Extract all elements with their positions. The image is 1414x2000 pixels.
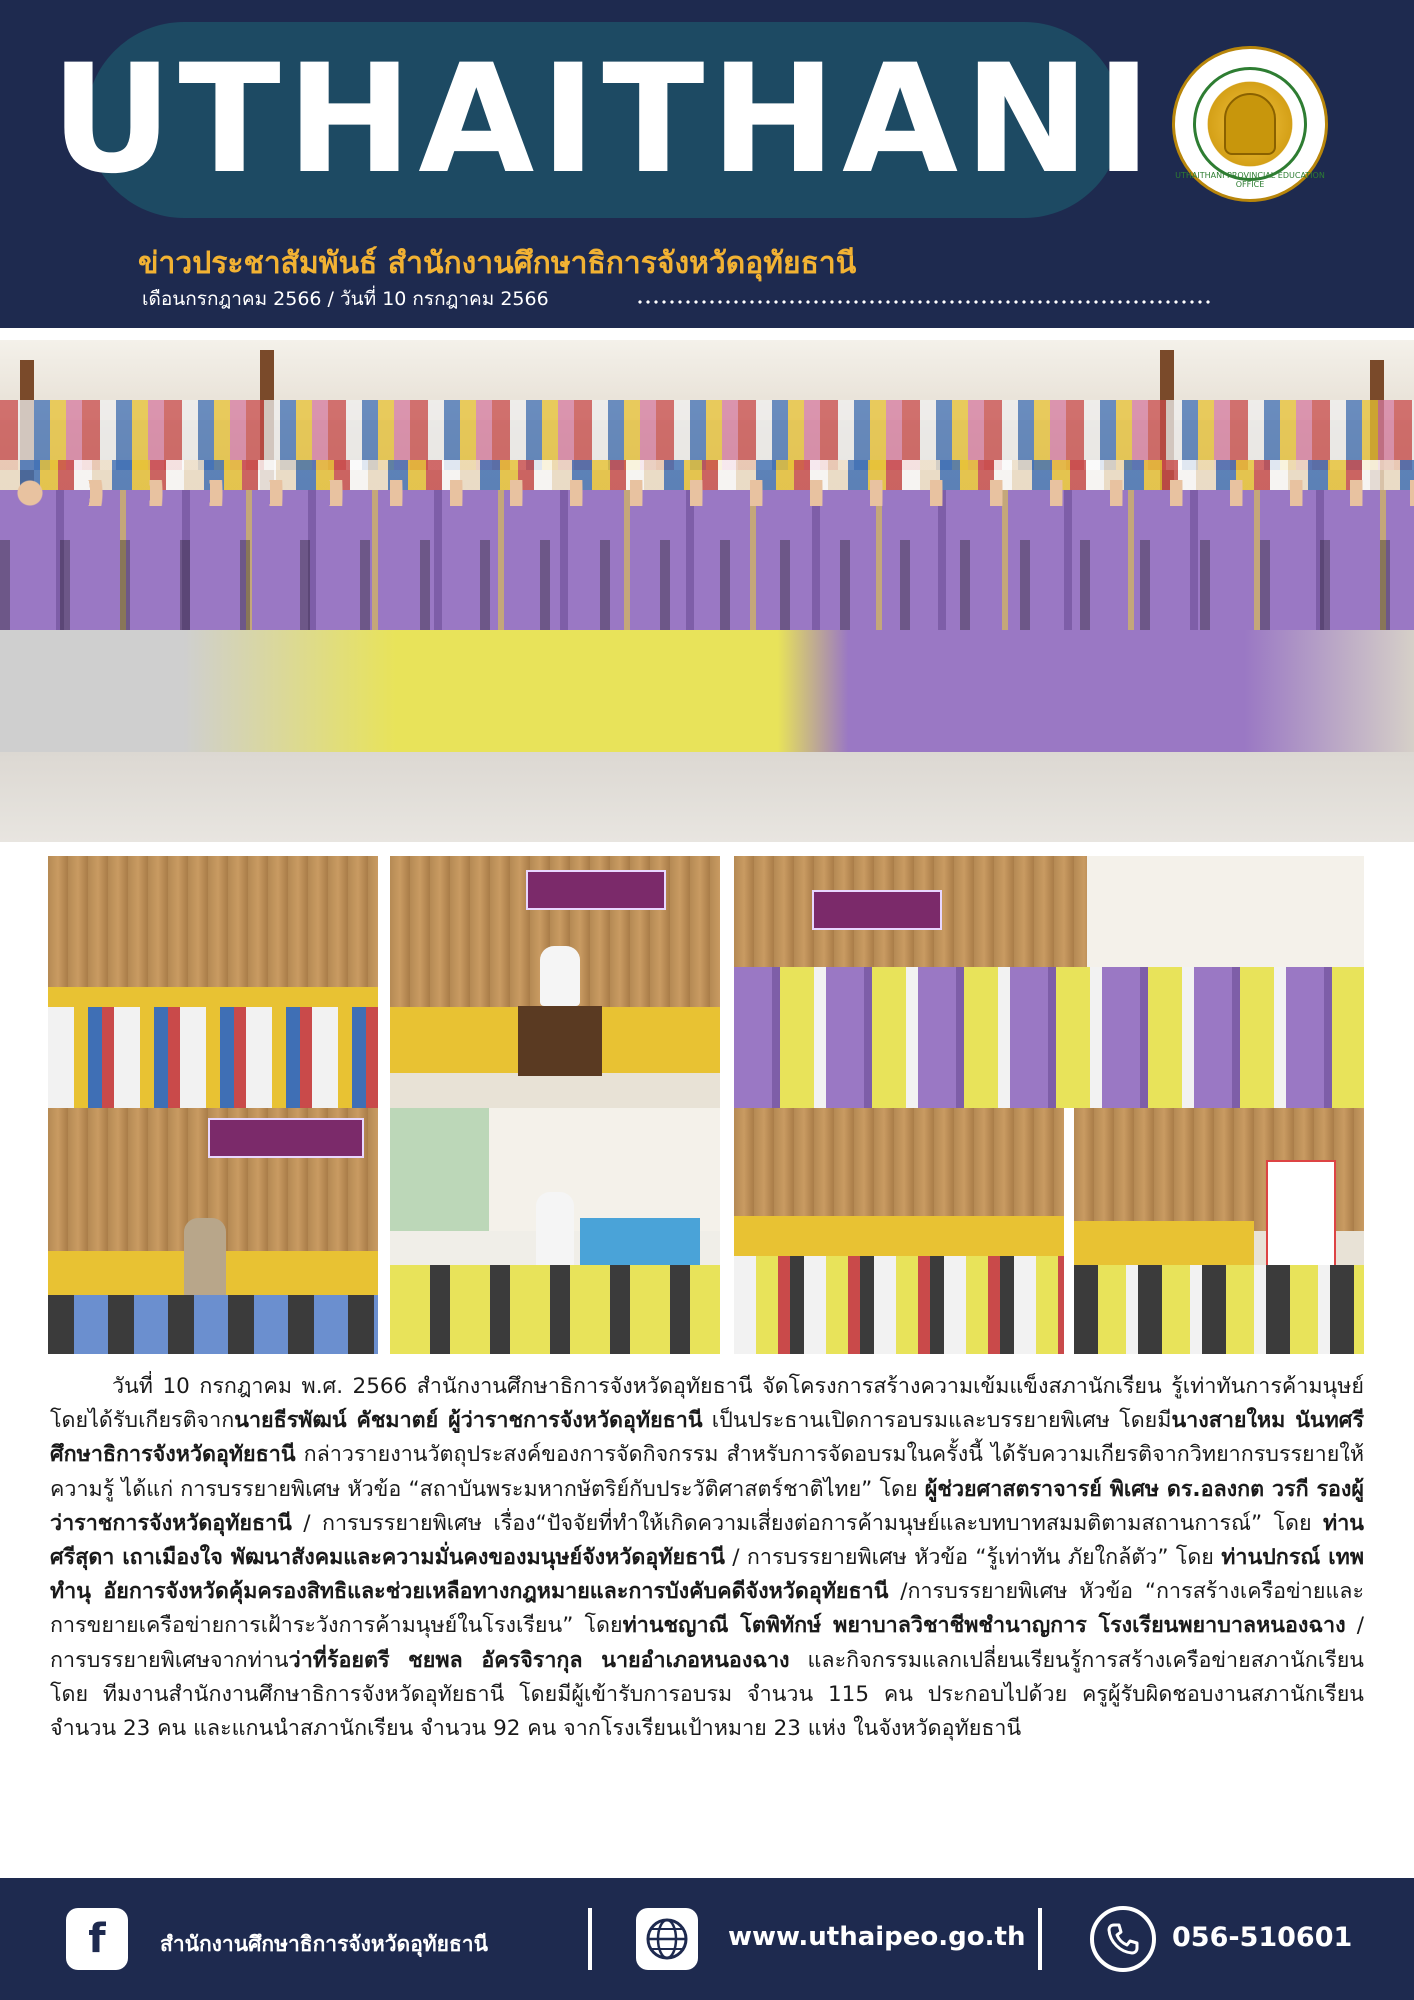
facebook-icon[interactable] bbox=[66, 1908, 128, 1970]
footer-divider bbox=[588, 1908, 592, 1970]
thumb-banner bbox=[208, 1118, 364, 1158]
article-text: /การบรรยายพิเศษจากท่าน bbox=[50, 1613, 1365, 1673]
footer-bar bbox=[0, 1878, 1414, 2000]
dateline: เดือนกรกฎาคม 2566 / วันที่ 10 กรกฎาคม 2566 bbox=[142, 288, 549, 310]
group-photo bbox=[0, 340, 1414, 842]
subtitle: ข่าวประชาสัมพันธ์ สำนักงานศึกษาธิการจังหวัดอุทัยธานี bbox=[138, 246, 857, 281]
photo-thumb-3 bbox=[734, 856, 1364, 1108]
article-text: เป็นประธานเปิดการอบรมและบรรยายพิเศษ โดยมี bbox=[702, 1408, 1172, 1434]
article-highlight: ผู้ช่วยศาสตราจารย์ พิเศษ ดร.อลงกต วรกี รองผู้ว่าราชการจังหวัดอุทัยธานี bbox=[50, 1476, 1364, 1536]
article-highlight: นางสายใหม นันทศรี ศึกษาธิการจังหวัดอุทัยธานี bbox=[50, 1408, 1364, 1468]
photo-floor bbox=[0, 752, 1414, 842]
photo-thumb-6 bbox=[734, 1108, 1064, 1354]
seal-emblem-ring bbox=[1193, 67, 1307, 181]
title-pill bbox=[50, 22, 1158, 218]
thumb-audience bbox=[48, 1007, 378, 1108]
dotted-divider bbox=[636, 300, 1210, 304]
photo-faces-row bbox=[0, 480, 1414, 506]
thumb-podium bbox=[518, 1006, 602, 1076]
thumb-curtain bbox=[734, 1108, 1064, 1231]
thumb-students bbox=[734, 967, 1364, 1108]
footer-phone-number[interactable]: 056-510601 bbox=[1172, 1922, 1353, 1953]
article-body bbox=[50, 1370, 1364, 1746]
globe-icon-svg bbox=[645, 1917, 689, 1961]
thumb-audience bbox=[48, 1295, 378, 1354]
article-highlight: นายธีรพัฒน์ คัชมาตย์ ผู้ว่าราชการจังหวัดอุทัยธานี bbox=[234, 1408, 703, 1434]
footer-website-link[interactable]: www.uthaipeo.go.th bbox=[728, 1922, 1026, 1952]
header-banner bbox=[0, 0, 1414, 328]
article-text: / การบรรยายพิเศษ หัวข้อ “รู้เท่าทัน ภัยใกล้ตัว” โดย bbox=[724, 1545, 1222, 1571]
photo-thumb-5 bbox=[390, 1108, 720, 1354]
facebook-icon-glyph: f bbox=[88, 1916, 106, 1962]
thumb-audience bbox=[390, 1265, 720, 1354]
thumb-stage-skirt bbox=[1074, 1221, 1254, 1270]
photo-thumb-1 bbox=[48, 856, 378, 1108]
article-text: / การบรรยายพิเศษ เรื่อง“ปัจจัยที่ทำให้เกิดความเสี่ยงต่อการค้ามนุษย์และบทบาทสมมติตามสถานการณ์” โดย bbox=[291, 1510, 1324, 1536]
photo-thumb-4 bbox=[48, 1108, 378, 1354]
footer-office-name[interactable]: สำนักงานศึกษาธิการจังหวัดอุทัยธานี bbox=[160, 1932, 488, 1956]
article-highlight: ท่านศรีสุดา เถาเมืองใจ พัฒนาสังคมและความมั่นคงของมนุษย์จังหวัดอุทัยธานี bbox=[50, 1510, 1364, 1571]
thumb-audience bbox=[734, 1256, 1064, 1354]
photo-thumb-2 bbox=[390, 856, 720, 1108]
article-text: /การบรรยายพิเศษ หัวข้อ “การสร้างเครือข่ายและการขยายเครือข่ายการเฝ้าระวังการค้ามนุษย์ในโรงเรียน” โดย bbox=[50, 1579, 1364, 1639]
thumb-banner bbox=[812, 890, 942, 930]
photo-thumb-7 bbox=[1074, 1108, 1364, 1354]
thumb-audience bbox=[1074, 1265, 1364, 1354]
article-highlight: ท่านชญาณี โตพิทักษ์ พยาบาลวิชาชีพชำนาญการ โรงเรียนพยาบาลหนองฉาง bbox=[622, 1613, 1346, 1639]
seal-emblem-icon bbox=[1224, 93, 1276, 155]
page-title: UTHAITHANI bbox=[50, 33, 1158, 207]
thumb-speaker bbox=[540, 946, 580, 1006]
article-highlight: ท่านปกรณ์ เทพทำนุ อัยการจังหวัดคุ้มครองสิทธิและช่วยเหลือทางกฎหมายและการบังคับคดีจังหวัดอุทัยธานี bbox=[50, 1545, 1364, 1605]
seal-caption: UTHAITHANI PROVINCIAL EDUCATION OFFICE bbox=[1175, 171, 1325, 189]
article-text: วันที่ 10 กรกฎาคม พ.ศ. 2566 สำนักงานศึกษาธิการจังหวัดอุทัยธานี จัดโครงการสร้างความเข้มแข็งสภานักเรียน รู้เท่าทันการค้ามนุษย์ โดยได้รับเกียรติจาก bbox=[50, 1374, 1364, 1434]
article-text: และกิจกรรมแลกเปลี่ยนเรียนรู้การสร้างเครือข่ายสภานักเรียน โดย ทีมงานสำนักงานศึกษาธิการจังหวัดอุทัยธานี โดยมีผู้เข้ารับการอบรม จำนวน 115 คน ประกอบไปด้วย ครูผู้รับผิดชอบงานสภานักเรียน จำนวน 23 คน และแกนนำสภานักเรียน จำนวน 92 คน จากโรงเรียนเป้าหมาย 23 แห่ง ในจังหวัดอุทัยธานี bbox=[50, 1647, 1364, 1742]
article-highlight: ว่าที่ร้อยตรี ชยพล อัครจิรากุล นายอำเภอหนองฉาง bbox=[288, 1647, 790, 1673]
education-office-seal bbox=[1172, 46, 1328, 202]
globe-icon[interactable] bbox=[636, 1908, 698, 1970]
article-text: กล่าวรายงานวัตถุประสงค์ของการจัดกิจกรรม สำหรับการจัดอบรมในครั้งนี้ ได้รับความเกียรติจากวิทยากรบรรยายให้ความรู้ ได้แก่ การบรรยายพิเศษ หัวข้อ “สถาบันพระมหากษัตริย์กับประวัติศาสตร์ชาติไทย” โดย bbox=[50, 1442, 1364, 1502]
thumb-curtain bbox=[48, 856, 378, 995]
phone-icon-svg bbox=[1106, 1922, 1140, 1956]
footer-divider bbox=[1038, 1908, 1042, 1970]
thumb-banner bbox=[526, 870, 666, 910]
phone-icon[interactable] bbox=[1090, 1906, 1156, 1972]
